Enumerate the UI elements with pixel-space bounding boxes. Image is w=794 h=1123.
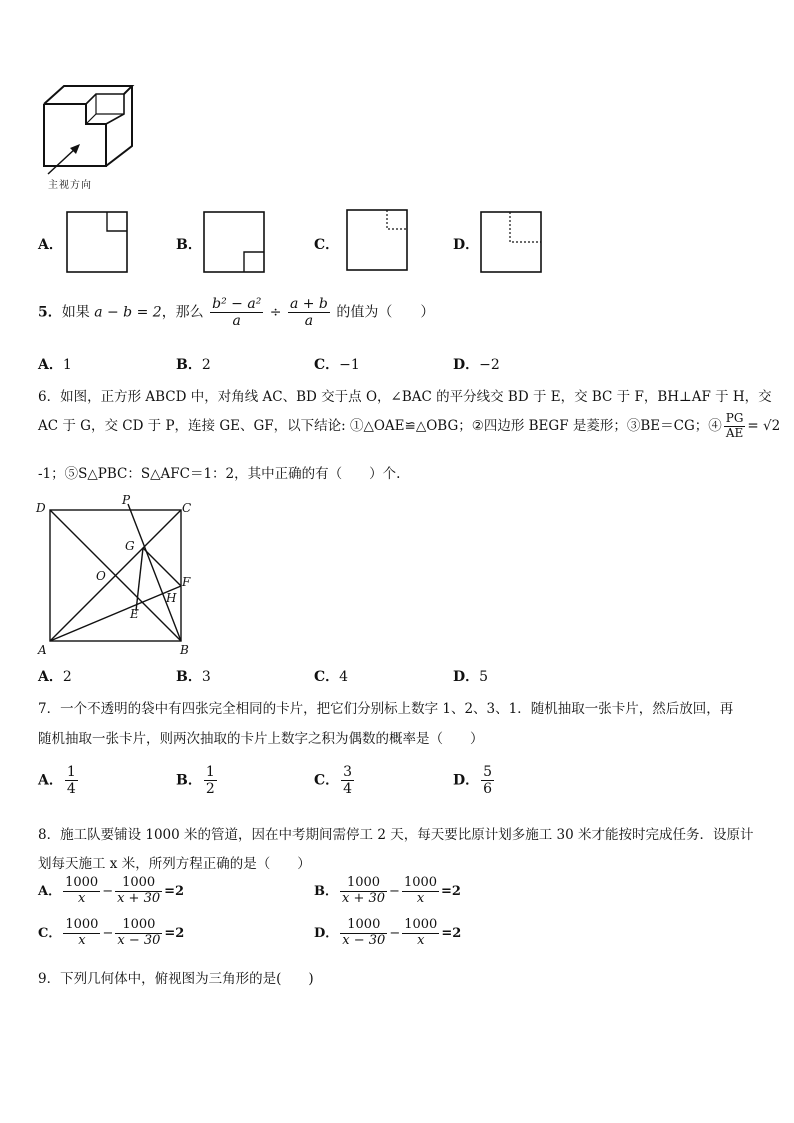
label-d: D (36, 501, 46, 515)
q6-option-b: B．3 (176, 669, 211, 685)
q8-option-c: C． $\frac{1000}{x}$ − $\frac{1000}{x - 30}$ =2 (38, 917, 185, 948)
q7-line-2: 随机抽取一张卡片，则两次抽取的卡片上数字之积为偶数的概率是（ ） (38, 731, 484, 747)
q4-option-b-figure (203, 211, 267, 275)
q6-line-1: 6．如图，正方形 ABCD 中，对角线 AC、BD 交于点 O，∠BAC 的平分线交 BD 于 E，交 BC 于 F，BH⊥AF 于 H，交 (38, 389, 772, 405)
label-c: C (182, 501, 192, 515)
q4-option-a-label: A． (38, 237, 63, 253)
q6-option-c: C．4 (314, 669, 349, 685)
q6-fraction: $\frac{PG}{AE}$ (725, 411, 744, 440)
q6-option-a: A．2 (38, 669, 72, 685)
label-h: H (166, 591, 177, 605)
q7-line-1: 7．一个不透明的袋中有四张完全相同的卡片，把它们分别标上数字 1、2、3、1．随机抽取一张卡片，然后放回，再 (38, 701, 734, 717)
q7-option-b: B． $\frac{1}{2}$ (176, 764, 215, 798)
q6-line-3: -1；⑤S△PBC：S△AFC＝1：2，其中正确的有（ ）个. (38, 466, 401, 482)
q8-option-b: B． $\frac{1000}{x + 30}$ − $\frac{1000}{x}$ =2 (314, 875, 461, 906)
q7-option-c: C． $\frac{3}{4}$ (314, 764, 353, 798)
q7-option-a: A． $\frac{1}{4}$ (38, 764, 76, 798)
q9-line-1: 9．下列几何体中，俯视图为三角形的是( ) (38, 971, 314, 987)
q5-fraction-2: $\frac{a + b}{a}$ (289, 296, 328, 330)
q4-option-c-figure (346, 209, 410, 273)
q5-option-a: A．1 (38, 357, 72, 373)
q4-option-a-figure (66, 211, 130, 275)
q8-option-d: D． $\frac{1000}{x - 30}$ − $\frac{1000}{x}$ =2 (314, 917, 462, 948)
q4-option-b-label: B． (176, 237, 202, 253)
q5-option-b: B．2 (176, 357, 211, 373)
label-o: O (96, 569, 106, 583)
label-p: P (122, 494, 131, 507)
q5-stem: 5．如果 a − b = 2，那么 $\frac{\text{b² − a²}}{a}$ ÷ $\frac{a + b}{a}$ 的值为（ ） (38, 296, 435, 330)
q8-line-1: 8．施工队要铺设 1000 米的管道，因在中考期间需停工 2 天，每天要比原计划多施工 30 米才能按时完成任务．设原计 (38, 827, 754, 843)
label-e: E (130, 607, 139, 621)
label-g: G (125, 539, 135, 553)
square-figure (32, 494, 202, 658)
q4-option-d-label: D． (453, 237, 480, 253)
q5-option-c: C．−1 (314, 357, 360, 373)
q8-line-2: 划每天施工 x 米，所列方程正确的是（ ） (38, 856, 311, 872)
q4-option-c-label: C． (314, 237, 340, 253)
label-a: A (38, 643, 47, 657)
q5-fraction-1: $\frac{\text{b² − a²}}{a}$ (212, 296, 262, 330)
q5-option-d: D．−2 (453, 357, 500, 373)
q6-option-d: D．5 (453, 669, 489, 685)
q8-option-a: A． $\frac{1000}{x}$ − $\frac{1000}{x + 30}$ =2 (38, 875, 185, 906)
label-b: B (180, 643, 189, 657)
view-direction-label: 主视方向 (48, 180, 92, 191)
q4-option-d-figure (480, 211, 544, 275)
q7-option-d: D． $\frac{5}{6}$ (453, 764, 493, 798)
q6-line-2: AC 于 G，交 CD 于 P，连接 GE、GF，以下结论: ①△OAE≌△OBG；②四边形 BEGF 是菱形；③BE＝CG；④ $\frac{PG}{AE}$ = √2 (38, 411, 781, 440)
label-f: F (182, 575, 191, 589)
